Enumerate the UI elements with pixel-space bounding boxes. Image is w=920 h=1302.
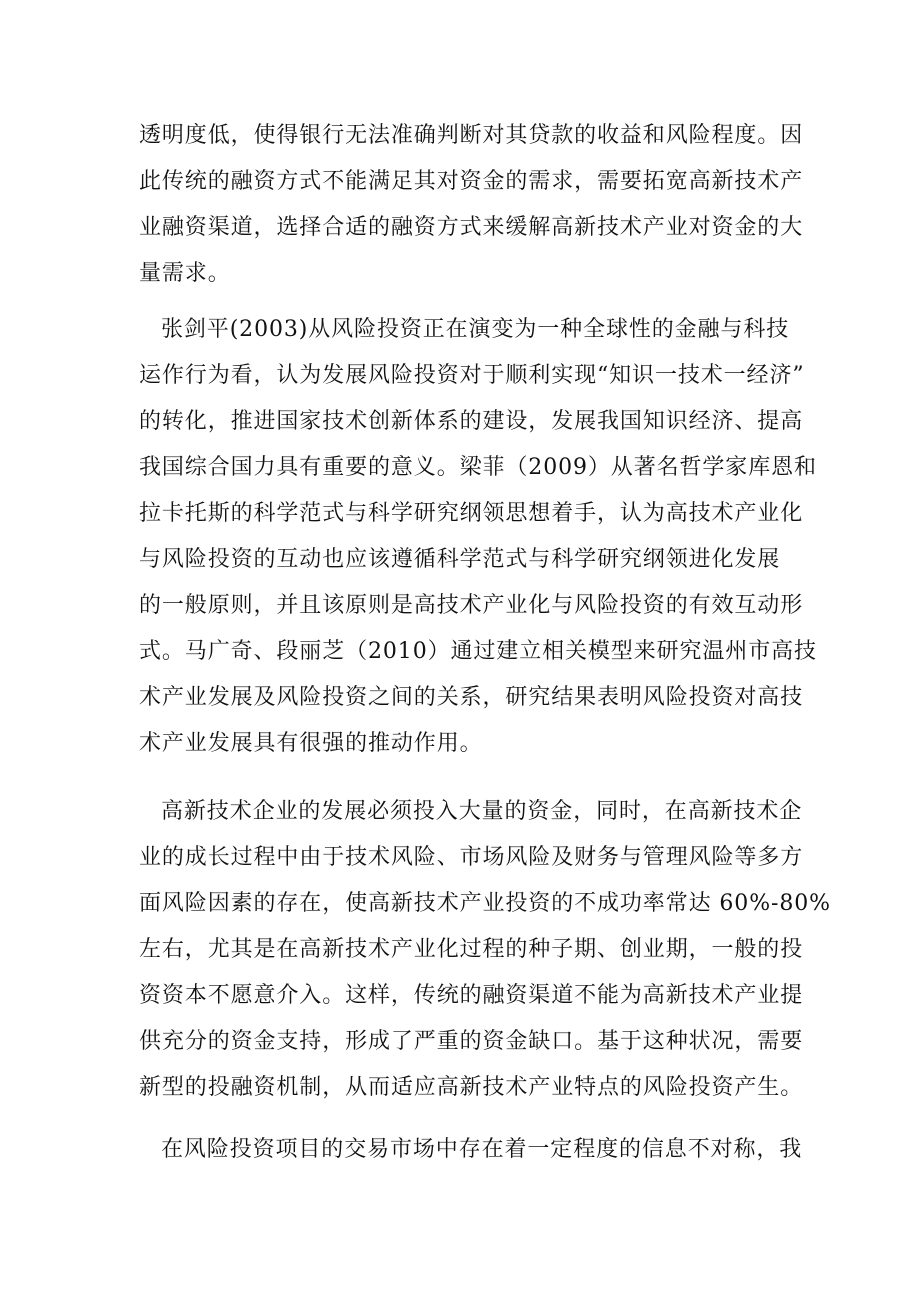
- text-line: 供充分的资金支持，形成了严重的资金缺口。基于这种状况，需要: [139, 1029, 804, 1054]
- text-line: 的转化，推进国家技术创新体系的建设，发展我国知识经济、提高: [139, 409, 804, 434]
- text-line: 我国综合国力具有重要的意义。梁菲（2009）从著名哲学家库恩和: [139, 455, 817, 480]
- text-line: 业融资渠道，选择合适的融资方式来缓解高新技术产业对资金的大: [139, 215, 804, 240]
- text-line: 式。马广奇、段丽芝（2010）通过建立相关模型来研究温州市高技: [139, 639, 817, 664]
- text-line: 拉卡托斯的科学范式与科学研究纲领思想着手，认为高技术产业化: [139, 501, 804, 526]
- text-line: 高新技术企业的发展必须投入大量的资金，同时，在高新技术企: [161, 799, 803, 824]
- text-line: 此传统的融资方式不能满足其对资金的需求，需要拓宽高新技术产: [139, 169, 804, 194]
- text-line: 张剑平(2003)从风险投资正在演变为一种全球性的金融与科技: [161, 317, 790, 342]
- text-line: 新型的投融资机制，从而适应高新技术产业特点的风险投资产生。: [139, 1075, 804, 1100]
- text-line: 术产业发展及风险投资之间的关系，研究结果表明风险投资对高技: [139, 685, 804, 710]
- text-line: 左右，尤其是在高新技术产业化过程的种子期、创业期，一般的投: [139, 937, 804, 962]
- text-line: 的一般原则，并且该原则是高技术产业化与风险投资的有效互动形: [139, 593, 804, 618]
- text-line: 在风险投资项目的交易市场中存在着一定程度的信息不对称，我: [161, 1137, 803, 1162]
- text-line: 资资本不愿意介入。这样，传统的融资渠道不能为高新技术产业提: [139, 983, 804, 1008]
- text-line: 术产业发展具有很强的推动作用。: [139, 731, 483, 756]
- text-line: 量需求。: [139, 261, 231, 286]
- text-line: 面风险因素的存在，使高新技术产业投资的不成功率常达 60%-80%: [139, 891, 831, 916]
- text-line: 运作行为看，认为发展风险投资对于顺利实现“知识一技术一经济”: [139, 363, 805, 388]
- text-line: 透明度低，使得银行无法准确判断对其贷款的收益和风险程度。因: [139, 123, 804, 148]
- text-line: 业的成长过程中由于技术风险、市场风险及财务与管理风险等多方: [139, 845, 804, 870]
- text-line: 与风险投资的互动也应该遵循科学范式与科学研究纲领进化发展: [139, 547, 781, 572]
